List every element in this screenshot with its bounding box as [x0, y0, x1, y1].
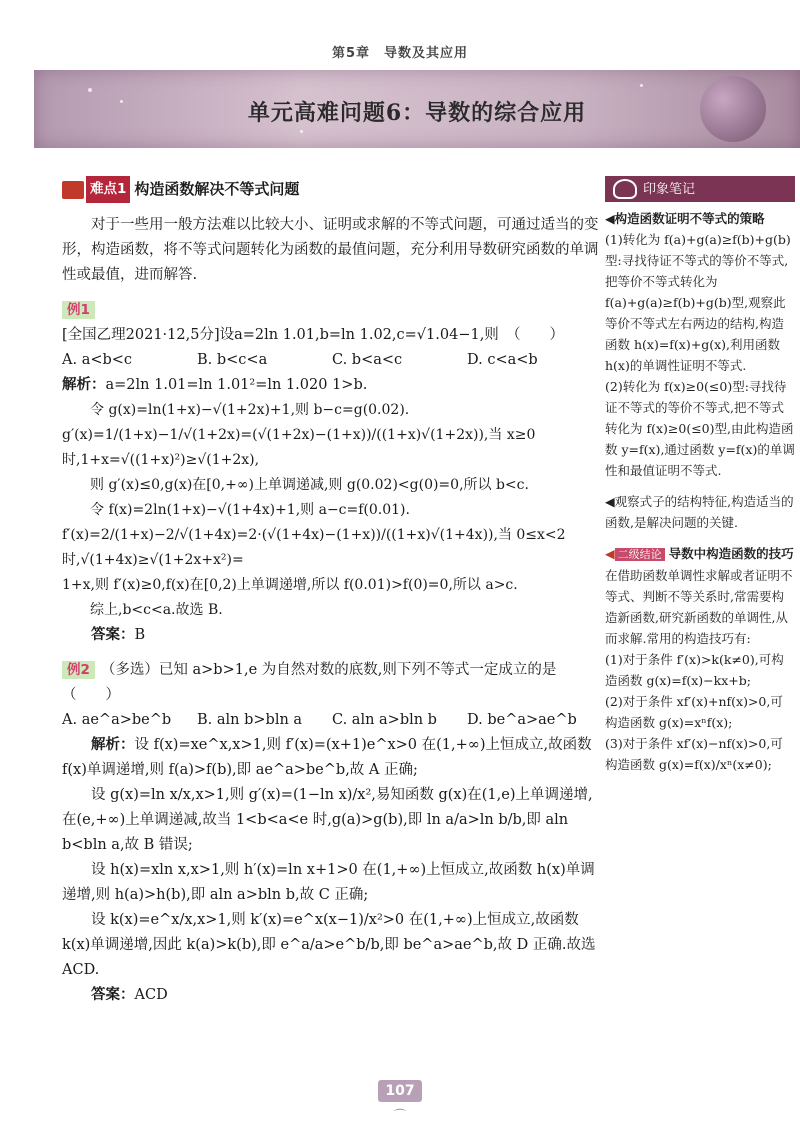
example1-options — [62, 348, 602, 373]
section-tag: 难点1 — [86, 176, 130, 203]
answer-label: 答案： — [91, 627, 135, 643]
note3-line: (1)对于条件 f′(x)>k(k≠0),可构造函数 g(x)=f(x)−kx+b; — [605, 652, 784, 688]
note2: ◀观察式子的结构特征,构造适当的函数,是解决问题的关键. — [605, 494, 794, 530]
example2-answer — [62, 983, 602, 1008]
note3-title: ◀ 二级结论 导数中构造函数的技巧 — [605, 546, 794, 561]
elephant-icon — [613, 179, 637, 199]
note3-line: 在借助函数单调性求解或者证明不等式、判断不等关系时,常需要构造新函数,研究新函数的单调性,从而求解.常用的构造技巧有: — [605, 568, 793, 646]
example1-stem-text: [全国乙理2021·12,5分]设a=2ln 1.01,b=ln 1.02,c=√1.04−1,则 （ ） — [62, 327, 565, 343]
notes-header — [605, 176, 795, 202]
example1-solution-line: 1+x,则 f′(x)≥0,f(x)在[0,2)上单调递增,所以 f(0.01)>f(0)=0,所以 a>c. — [62, 577, 518, 593]
section-heading — [62, 176, 602, 203]
option-c: C. b<a<c — [332, 352, 403, 368]
example1-solution-line — [62, 373, 602, 398]
option-a: A. ae^a>be^b — [62, 712, 172, 728]
chapter-header: 第5章 导数及其应用 — [331, 46, 469, 61]
example1-solution-line: f′(x)=2/(1+x)−2/√(1+4x)=2·(√(1+4x)−(1+x))/((1+x)√(1+4x)),当 0≤x<2 时,√(1+4x)≥√(1+2x+x²)= — [62, 527, 566, 568]
note3-badge: 二级结论 — [615, 548, 665, 561]
solution-label: 解析： — [62, 377, 106, 393]
note1-line: (1)转化为 f(a)+g(a)≥f(b)+g(b)型:寻找待证不等式的等价不等式,把等价不等式转化为 f(a)+g(a)≥f(b)+g(b)型,观察此等价不等式左右两边的结构,构造函数 h(x)=f(x)+g(x),利用函数 h(x)的单调性证明不等式. — [605, 232, 791, 373]
answer-value: ACD — [134, 987, 168, 1003]
solution-label: 解析： — [91, 737, 135, 753]
sidebar-notes — [605, 176, 795, 775]
example2-stem-text: （多选）已知 a>b>1,e 为自然对数的底数,则下列不等式一定成立的是 （ ） — [62, 662, 731, 703]
option-a: A. a<b<c — [62, 352, 133, 368]
example2-tag: 例2 — [62, 661, 95, 679]
intro-paragraph: 对于一些用一般方法难以比较大小、证明或求解的不等式问题，可通过适当的变形，构造函数，将不等式问题转化为函数的最值问题，充分利用导数研究函数的单调性或最值，进而解答. — [62, 217, 599, 283]
example1-solution-line: 则 g′(x)≤0,g(x)在[0,+∞)上单调递减,则 g(0.02)<g(0)=0,所以 b<c. — [90, 477, 529, 493]
option-b: B. aln b>bln a — [197, 712, 303, 728]
page-number: 107 — [378, 1080, 422, 1102]
unit-title: 单元高难问题6：导数的综合应用 — [247, 100, 587, 126]
example2-solution-line — [62, 733, 602, 783]
note1-line: (2)转化为 f(x)≥0(≤0)型:寻找待证不等式的等价不等式,把不等式转化为 f(x)≥0(≤0)型,由此构造函数 y=f(x),通过函数 y=f(x)的单调性和最值证明不等式. — [605, 379, 795, 478]
notes-header-label: 印象笔记 — [643, 181, 696, 197]
note3-title-text: 导数中构造函数的技巧 — [668, 546, 794, 561]
example1-stem — [62, 298, 602, 348]
option-c: C. aln a>bln b — [332, 712, 437, 728]
banner-sparkle — [300, 130, 303, 133]
solution-text: 设 f(x)=xe^x,x>1,则 f′(x)=(x+1)e^x>0 在(1,+∞)上恒成立,故函数 f(x)单调递增,则 f(a)>f(b),即 ae^a>be^b,故 A 正确; — [62, 737, 592, 778]
note3-line: (3)对于条件 xf′(x)−nf(x)>0,可构造函数 g(x)=f(x)/xⁿ(x≠0); — [605, 736, 783, 772]
solution-text: a=2ln 1.01=ln 1.01²=ln 1.020 1>b. — [105, 377, 368, 393]
example2-solution-line: 设 h(x)=xln x,x>1,则 h′(x)=ln x+1>0 在(1,+∞)上恒成立,故函数 h(x)单调递增,则 h(a)>h(b),即 aln a>bln b,故 C 正确; — [62, 862, 595, 903]
option-d: D. c<a<b — [467, 352, 538, 368]
note3-line: (2)对于条件 xf′(x)+nf(x)>0,可构造函数 g(x)=xⁿf(x); — [605, 694, 783, 730]
option-b: B. b<c<a — [197, 352, 268, 368]
banner-sparkle — [640, 84, 643, 87]
book-icon — [62, 181, 84, 199]
banner-sparkle — [88, 88, 92, 92]
option-d: D. be^a>ae^b — [467, 712, 577, 728]
answer-label: 答案： — [91, 987, 135, 1003]
example1-solution-line: 令 g(x)=ln(1+x)−√(1+2x)+1,则 b−c=g(0.02). — [90, 402, 410, 418]
example1-solution-line: 综上,b<c<a.故选 B. — [90, 602, 223, 618]
example2-solution-line: 设 g(x)=ln x/x,x>1,则 g′(x)=(1−ln x)/x²,易知函数 g(x)在(1,e)上单调递增,在(e,+∞)上单调递减,故当 1<b<a<e 时,g(a)>g(b),即 ln a/a>ln b/b,即 aln b<bln a,故 B 错误; — [62, 787, 593, 853]
bird-ornament-icon: ⌒ — [393, 1108, 406, 1122]
section-title: 构造函数解决不等式问题 — [134, 180, 300, 198]
example1-solution-line: 令 f(x)=2ln(1+x)−√(1+4x)+1,则 a−c=f(0.01). — [90, 502, 410, 518]
example1-answer — [62, 623, 602, 648]
example2-solution-line: 设 k(x)=e^x/x,x>1,则 k′(x)=e^x(x−1)/x²>0 在(1,+∞)上恒成立,故函数 k(x)单调递增,因此 k(a)>k(b),即 e^a/a>e^b/b,即 be^a>ae^b,故 D 正确.故选 ACD. — [62, 912, 596, 978]
example1-tag: 例1 — [62, 301, 95, 319]
example1-solution-line: g′(x)=1/(1+x)−1/√(1+2x)=(√(1+2x)−(1+x))/((1+x)√(1+2x)),当 x≥0 时,1+x=√((1+x)²)≥√(1+2x), — [62, 427, 536, 468]
example2-options — [62, 708, 602, 733]
answer-value: B — [134, 627, 146, 643]
note1-title: ◀构造函数证明不等式的策略 — [605, 211, 765, 226]
